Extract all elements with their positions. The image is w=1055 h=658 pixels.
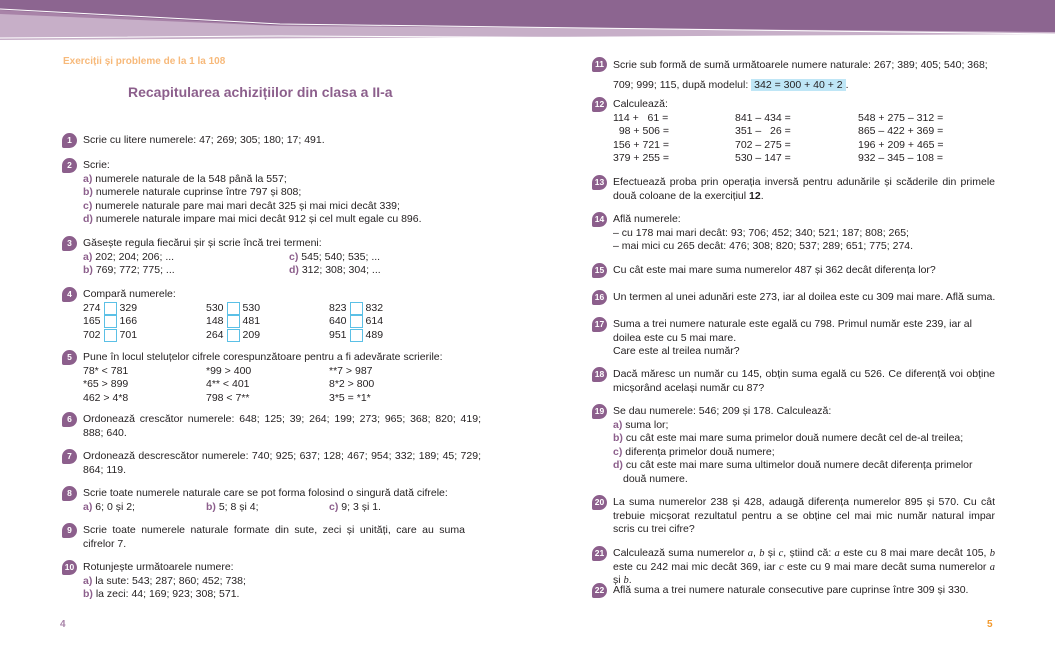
exercise-number-badge: 16	[592, 290, 607, 305]
number-left: 148	[206, 315, 224, 328]
comparison-item	[329, 329, 452, 343]
exercise-number-badge: 20	[592, 495, 607, 510]
exercise-number-badge: 10	[62, 560, 77, 575]
sub-item: a) suma lor;	[613, 418, 669, 431]
exercise-text: Scrie cu litere numerele: 47; 269; 305; 180; 17; 491.	[83, 134, 325, 146]
number-left: 640	[329, 315, 347, 328]
item-text: numerele naturale cuprinse între 797 și 808;	[95, 186, 302, 199]
exercise-text: Se dau numerele: 546; 209 și 178. Calculează:	[613, 405, 832, 417]
exercise-reference: 12	[749, 189, 761, 202]
exercise-number-badge: 18	[592, 367, 607, 382]
sub-item: c) 545; 540; 535; ...	[289, 250, 381, 263]
exercise-number-badge: 4	[62, 287, 77, 302]
calculation-grid	[613, 112, 1033, 166]
inequality-grid	[83, 365, 503, 406]
inequality: 4** < 401	[206, 378, 250, 391]
exercise-text: Scrie toate numerele naturale formate din sute, zeci și unități, care au suma cifrelor 7.	[83, 524, 465, 550]
exercise-text: Ordonează crescător numerele: 648; 125; 39; 264; 199; 273; 965; 368; 820; 419; 888; 640.	[83, 413, 481, 439]
header-banner	[0, 0, 1055, 42]
calculation: 98 + 506 =	[613, 125, 670, 138]
comparison-answer-box[interactable]	[350, 302, 363, 315]
comparison-answer-box[interactable]	[350, 315, 363, 328]
model-example: 342 = 300 + 40 + 2	[751, 79, 845, 91]
comparison-answer-box[interactable]	[104, 329, 117, 342]
sub-item: b) cu cât este mai mare suma primelor două numere decât cel de-al treilea;	[613, 432, 964, 445]
sub-item: c) 9; 3 și 1.	[329, 500, 381, 513]
exercise-11	[595, 55, 1013, 95]
calculation: 196 + 209 + 465 =	[858, 138, 944, 151]
sub-item: – mai mici cu 265 decât: 476; 308; 820; 537; 289; 651; 775; 274.	[613, 240, 914, 253]
sub-item: a) la sute: 543; 287; 860; 452; 738;	[83, 574, 246, 587]
exercise-14	[594, 213, 1033, 254]
comparison-answer-box[interactable]	[104, 302, 117, 315]
punctuation: .	[845, 79, 849, 91]
exercise-16	[594, 291, 1013, 305]
exercise-21	[594, 547, 996, 588]
calculation: 841 – 434 =	[735, 111, 791, 124]
number-left: 951	[329, 328, 347, 341]
inequality: *65 > 899	[83, 378, 129, 391]
exercise-text: La suma numerelor 238 și 428, adaugă diferența numerelor 895 și 570. Cu cât trebuie micșorat rezultatul pentru a se obține cel mai mic număr natural impar scris cu trei cifre?	[613, 496, 995, 536]
exercise-question: Care este al treilea număr?	[613, 345, 740, 358]
sub-item: a) 6; 0 și 2;	[83, 500, 135, 513]
calculation: 530 – 147 =	[735, 152, 791, 165]
comparison-item	[206, 315, 329, 329]
sub-item: b) 769; 772; 775; ...	[83, 264, 175, 277]
number-right: 701	[119, 328, 138, 341]
inequality: 462 > 4*8	[83, 391, 129, 404]
sub-item: d) cu cât este mai mare suma ultimelor două numere decât diferența primelor două numere.	[613, 459, 973, 485]
number-right: 481	[242, 315, 261, 328]
sub-item	[83, 200, 503, 214]
exercise-number-badge: 13	[592, 175, 607, 190]
exercise-text: Un termen al unei adunări este 273, iar al doilea este cu 309 mai mare. Află suma.	[613, 291, 996, 303]
number-right: 209	[242, 328, 261, 341]
exercise-6	[67, 413, 481, 440]
inequality: **7 > 987	[329, 364, 373, 377]
inequality: 798 < 7**	[206, 391, 250, 404]
exercise-10	[64, 561, 503, 602]
exercise-text: Scrie sub formă de sumă următoarele numere naturale: 267; 389; 405; 540; 368;	[613, 59, 988, 71]
exercise-text: Efectuează proba prin operația inversă pentru adunările și scăderile din primele două coloane de la exercițiul	[613, 176, 995, 202]
compare-grid	[83, 302, 503, 343]
number-right: 614	[365, 315, 384, 328]
number-right: 530	[242, 301, 261, 314]
calculation: 702 – 275 =	[735, 138, 791, 151]
exercise-text: 709; 999; 115, după modelul:	[613, 79, 749, 91]
inequality: 3*5 = *1*	[329, 391, 371, 404]
exercise-9	[67, 524, 465, 551]
number-right: 329	[119, 301, 138, 314]
exercise-number-badge: 1	[62, 133, 77, 148]
punctuation: .	[760, 189, 764, 202]
exercise-number-badge: 19	[592, 404, 607, 419]
calculation: 548 + 275 – 312 =	[858, 111, 944, 124]
comparison-item	[329, 302, 452, 316]
inequality: 8*2 > 800	[329, 378, 375, 391]
exercise-number-badge: 6	[62, 412, 77, 427]
exercise-2	[67, 159, 503, 227]
exercise-text: Cu cât este mai mare suma numerelor 487 și 362 decât diferența lor?	[613, 264, 936, 276]
comparison-item	[83, 302, 206, 316]
calculation: 351 – 26 =	[735, 125, 791, 138]
exercise-15	[594, 264, 1013, 278]
exercise-8	[67, 487, 503, 514]
exercise-text: Află suma a trei numere naturale consecutive pare cuprinse între 309 și 330.	[613, 584, 969, 596]
exercise-number-badge: 9	[62, 523, 77, 538]
exercise-number-badge: 17	[592, 317, 607, 332]
number-right: 489	[365, 328, 384, 341]
item-letter: d)	[83, 213, 93, 226]
sub-item	[83, 173, 503, 187]
calculation: 865 – 422 + 369 =	[858, 125, 944, 138]
exercise-number-badge: 3	[62, 236, 77, 251]
exercise-text: Găsește regula fiecărui șir și scrie încă trei termeni:	[83, 237, 322, 249]
page-title: Recapitularea achizițiilor din clasa a II-a	[128, 84, 393, 100]
calculation: 114 + 61 =	[613, 111, 669, 124]
calculation: 379 + 255 =	[613, 152, 670, 165]
exercise-text: Compară numerele:	[83, 288, 176, 300]
exercise-number-badge: 14	[592, 212, 607, 227]
inequality: 78* < 781	[83, 364, 129, 377]
sub-item	[83, 213, 503, 227]
section-label: Exerciții și probleme de la 1 la 108	[63, 56, 226, 67]
exercise-number-badge: 15	[592, 263, 607, 278]
number-right: 832	[365, 301, 384, 314]
exercise-1	[67, 134, 503, 148]
number-left: 264	[206, 328, 224, 341]
exercise-text: Scrie toate numerele naturale care se pot forma folosind o singură dată cifrele:	[83, 487, 448, 499]
exercise-text: Află numerele:	[613, 213, 681, 225]
item-letter: c)	[83, 199, 93, 212]
exercise-7	[67, 450, 481, 477]
page-number-right: 5	[987, 619, 993, 630]
comparison-answer-box[interactable]	[104, 315, 117, 328]
exercise-12	[594, 98, 1033, 166]
exercise-number-badge: 8	[62, 486, 77, 501]
exercise-number-badge: 21	[592, 546, 607, 561]
sub-item: – cu 178 mai mari decât: 93; 706; 452; 340; 521; 187; 808; 265;	[613, 226, 909, 239]
comparison-answer-box[interactable]	[350, 329, 363, 342]
number-left: 274	[83, 301, 101, 314]
comparison-item	[329, 315, 452, 329]
calculation: 932 – 345 – 108 =	[858, 152, 943, 165]
exercise-number-badge: 22	[592, 583, 607, 598]
comparison-item	[83, 329, 206, 343]
item-text: numerele naturale de la 548 până la 557;	[95, 172, 287, 185]
exercise-17	[594, 318, 998, 359]
sub-item	[83, 186, 503, 200]
number-left: 530	[206, 301, 224, 314]
exercise-22	[594, 584, 1013, 598]
exercise-number-badge: 12	[592, 97, 607, 112]
exercise-number-badge: 11	[592, 57, 607, 72]
exercise-text: Rotunjește următoarele numere:	[83, 561, 234, 573]
exercise-number-badge: 5	[62, 350, 77, 365]
comparison-item	[83, 315, 206, 329]
number-right: 166	[119, 315, 138, 328]
exercise-number-badge: 7	[62, 449, 77, 464]
sub-item: c) diferența primelor două numere;	[613, 445, 775, 458]
exercise-text: Suma a trei numere naturale este egală cu 798. Primul număr este 239, iar al doilea este cu 5 mai mare.	[613, 318, 972, 344]
exercise-19	[594, 405, 998, 487]
item-letter: a)	[83, 172, 93, 185]
comparison-item	[206, 329, 329, 343]
comparison-answer-box[interactable]	[227, 329, 240, 342]
sub-item: b) 5; 8 și 4;	[206, 500, 259, 513]
exercise-5	[67, 351, 503, 405]
number-left: 823	[329, 301, 347, 314]
exercise-4	[67, 288, 503, 342]
number-left: 702	[83, 328, 101, 341]
sub-item: b) la zeci: 44; 169; 923; 308; 571.	[83, 588, 240, 601]
inequality: *99 > 400	[206, 364, 252, 377]
sub-item: d) 312; 308; 304; ...	[289, 264, 381, 277]
exercise-text: Scrie:	[83, 159, 110, 171]
comparison-answer-box[interactable]	[227, 315, 240, 328]
exercise-text: Pune în locul steluțelor cifrele corespunzătoare pentru a fi adevărate scrierile:	[83, 351, 443, 363]
item-text: numerele naturale impare mai mici decât 912 și cel mult egale cu 896.	[95, 213, 422, 226]
calculation: 156 + 721 =	[613, 138, 670, 151]
page-number-left: 4	[60, 619, 66, 630]
comparison-item	[206, 302, 329, 316]
exercise-18	[594, 368, 995, 395]
exercise-3	[67, 237, 503, 278]
exercise-text: Calculează suma numerelor a, b și c, știind că: a este cu 8 mai mare decât 105, b este cu 242 mai mic decât 369, iar c este cu 9 mai mare decât suma numerelor a și b.	[613, 547, 996, 587]
exercise-number-badge: 2	[62, 158, 77, 173]
exercise-text: Calculează:	[613, 98, 668, 110]
number-left: 165	[83, 315, 101, 328]
exercise-20	[594, 496, 995, 537]
exercise-text: Ordonează descrescător numerele: 740; 925; 637; 128; 467; 954; 332; 189; 45; 729; 864; 119.	[83, 450, 481, 476]
comparison-answer-box[interactable]	[227, 302, 240, 315]
item-text: numerele naturale pare mai mari decât 325 și mai mici decât 339;	[95, 199, 400, 212]
sub-item: a) 202; 204; 206; ...	[83, 250, 175, 263]
exercise-text: Dacă măresc un număr cu 145, obțin suma egală cu 526. Ce diferență voi obține micșorând același număr cu 87?	[613, 368, 995, 394]
item-letter: b)	[83, 186, 93, 199]
exercise-13	[594, 176, 995, 203]
